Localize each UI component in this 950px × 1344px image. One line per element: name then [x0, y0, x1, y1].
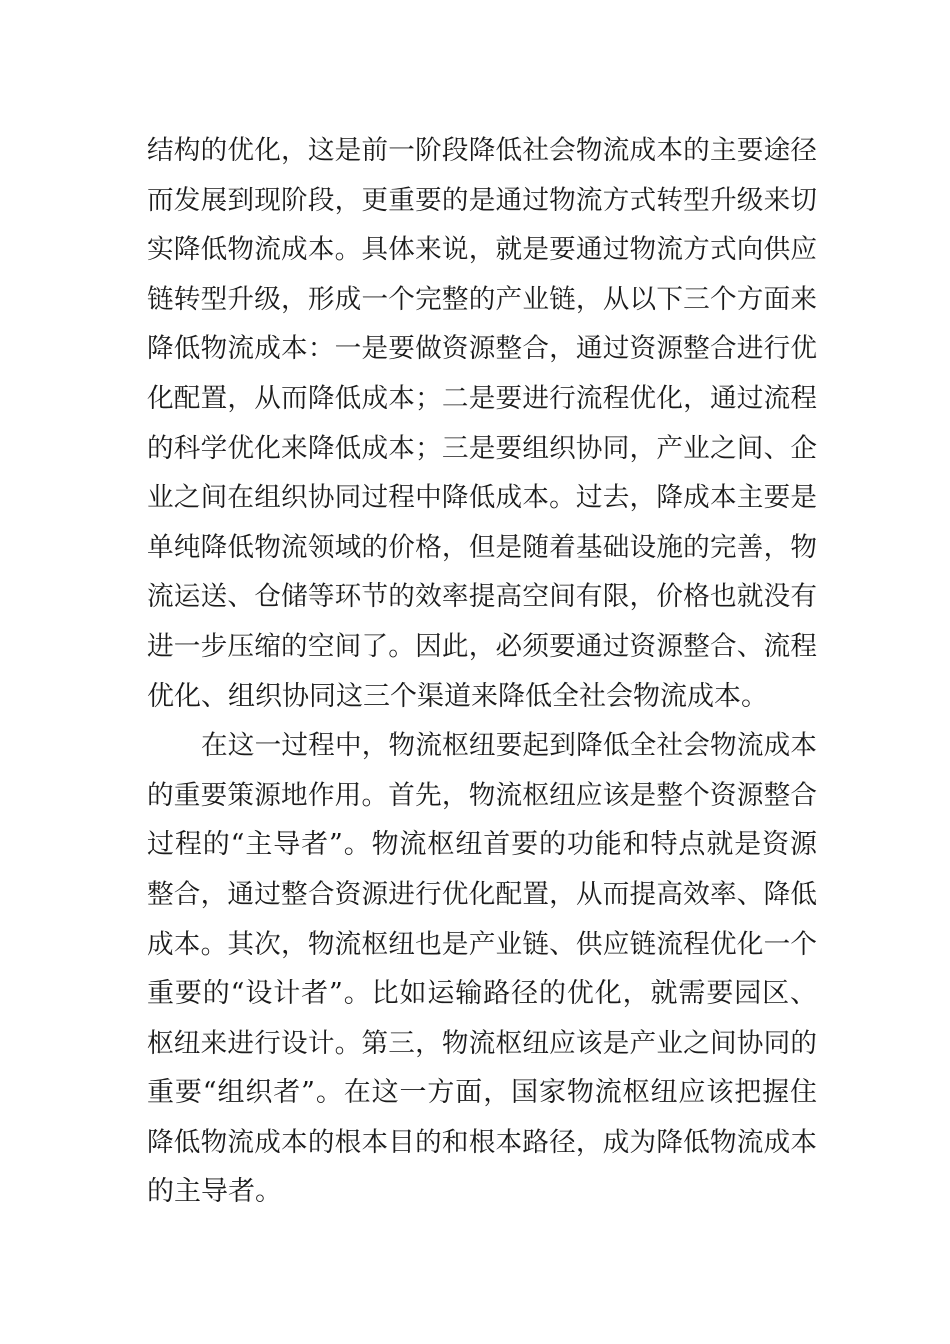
text-line: 链转型升级，形成一个完整的产业链，从以下三个方面来 — [147, 283, 817, 315]
body-text — [147, 126, 817, 1217]
paragraph-1 — [147, 126, 817, 721]
text-line: 枢纽来进行设计。第三，物流枢纽应该是产业之间协同的 — [147, 1027, 817, 1059]
text-line: 过程的“主导者”。物流枢纽首要的功能和特点就是资源 — [147, 829, 817, 861]
text-line: 实降低物流成本。具体来说，就是要通过物流方式向供应 — [147, 234, 817, 266]
text-line: 化配置，从而降低成本；二是要进行流程优化，通过流程 — [147, 382, 817, 414]
text-line: 的重要策源地作用。首先，物流枢纽应该是整个资源整合 — [147, 779, 817, 811]
text-line: 的主导者。 — [147, 1176, 282, 1208]
text-line: 单纯降低物流领域的价格，但是随着基础设施的完善，物 — [147, 531, 817, 563]
text-line: 而发展到现阶段，更重要的是通过物流方式转型升级来切 — [147, 184, 817, 216]
text-line: 进一步压缩的空间了。因此，必须要通过资源整合、流程 — [147, 630, 817, 662]
text-line: 重要的“设计者”。比如运输路径的优化，就需要园区、 — [147, 978, 817, 1010]
text-line: 成本。其次，物流枢纽也是产业链、供应链流程优化一个 — [147, 928, 817, 960]
text-line: 流运送、仓储等环节的效率提高空间有限，价格也就没有 — [147, 581, 817, 613]
text-line: 降低物流成本：一是要做资源整合，通过资源整合进行优 — [147, 333, 817, 365]
text-line: 整合，通过整合资源进行优化配置，从而提高效率、降低 — [147, 878, 817, 910]
text-line: 重要“组织者”。在这一方面，国家物流枢纽应该把握住 — [147, 1077, 817, 1109]
paragraph-2 — [147, 721, 817, 1217]
text-line: 降低物流成本的根本目的和根本路径，成为降低物流成本 — [147, 1126, 817, 1158]
text-line: 的科学优化来降低成本；三是要组织协同，产业之间、企 — [147, 432, 817, 464]
text-line: 业之间在组织协同过程中降低成本。过去，降成本主要是 — [147, 482, 817, 514]
text-line: 优化、组织协同这三个渠道来降低全社会物流成本。 — [147, 680, 768, 712]
text-line: 结构的优化，这是前一阶段降低社会物流成本的主要途径 — [147, 135, 817, 166]
text-line: 在这一过程中，物流枢纽要起到降低全社会物流成本 — [201, 730, 817, 762]
